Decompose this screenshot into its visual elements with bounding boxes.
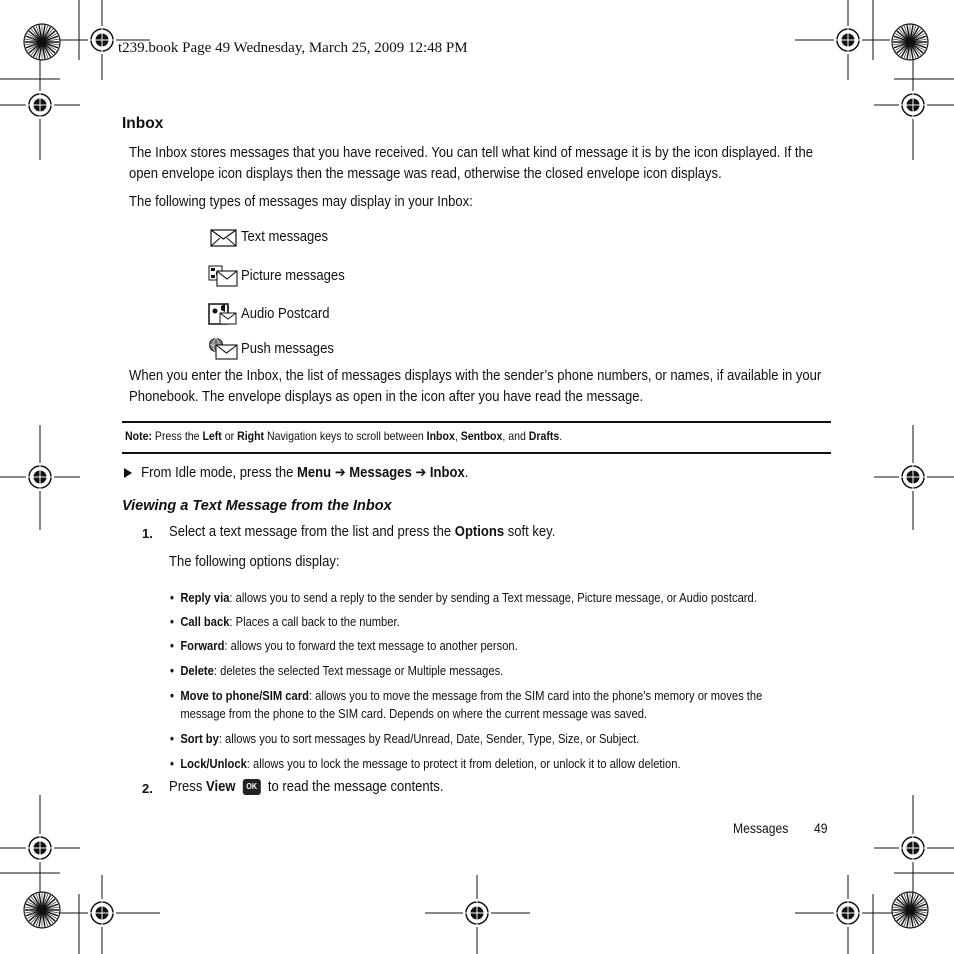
step-1-text [169,524,555,540]
note-key-right: Right [237,429,265,443]
print-header-stamp: t239.book Page 49 Wednesday, March 25, 2009 12:48 PM [118,40,468,56]
inbox-description: The Inbox stores messages that you have received. You can tell what kind of message it is by the icon displayed. If the open envelope icon displays then the message was read, otherwise the closed envelope icon displays. [129,145,814,182]
note-bottom-rule [122,452,831,454]
idle-text: From Idle mode, press the [141,465,298,481]
message-type-label: Audio Postcard [241,306,330,322]
picture-message-icon [208,265,238,287]
bullet-dot: • [170,663,174,678]
note-text: or [221,429,238,443]
note-sentbox: Sentbox [460,429,503,443]
message-type-text [208,225,338,249]
step-text-part: soft key. [504,524,556,540]
option-term: Sort by [180,731,219,746]
option-sort-by [170,730,772,748]
message-type-push [208,337,344,361]
message-type-label: Picture messages [241,268,345,284]
option-desc-continued: message from the phone to the SIM card. Depends on where the current message was saved. [180,706,648,721]
step-text-part: to read the message contents. [267,779,444,795]
option-desc: : allows you to forward the text message to another person. [224,638,518,653]
note-top-rule [122,421,831,423]
step-number: 2. [142,781,153,796]
message-types-intro: The following types of messages may display in your Inbox: [129,194,473,210]
option-desc: : allows you to lock the message to protect it from deletion, or unlock it to allow deletion. [246,756,681,771]
bullet-dot: • [170,731,174,746]
option-term: Reply via [180,590,230,605]
bullet-dot: • [170,688,174,703]
message-type-label: Push messages [241,341,334,357]
note-text: , [454,429,461,443]
step-2-text [169,779,443,795]
option-desc: : deletes the selected Text message or Multiple messages. [213,663,504,678]
option-desc: : allows you to send a reply to the sender by sending a Text message, Picture message, or Audio postcard. [229,590,757,605]
option-lock-unlock [170,755,772,773]
idle-inbox: Inbox [429,465,465,481]
idle-menu: Menu [297,465,332,481]
audio-postcard-icon [208,303,238,325]
arrow-icon: ➔ [411,465,430,481]
message-type-label: Text messages [241,229,329,245]
note-text: Press the [151,429,203,443]
option-term: Delete [180,663,214,678]
note-drafts: Drafts [528,429,560,443]
note-key-left: Left [202,429,222,443]
option-forward [170,637,772,655]
idle-instruction [124,465,468,481]
note-text: Navigation keys to scroll between [264,429,427,443]
bullet-dot: • [170,590,174,605]
step-text-part: Press [169,779,206,795]
envelope-icon [208,226,238,248]
option-term: Lock/Unlock [180,756,247,771]
options-intro: The following options display: [169,554,340,570]
note-inbox: Inbox [426,429,455,443]
note-box [125,429,562,443]
step-text-part: Select a text message from the list and press the [169,524,455,540]
note-text: . [559,429,563,443]
footer-section-name: Messages [733,821,789,836]
note-text: , and [502,429,529,443]
inbox-list-description: When you enter the Inbox, the list of messages displays with the sender’s phone numbers, or names, if available in your Phonebook. The envelope displays as open in the icon after you have read the message. [129,368,822,405]
option-term: Call back [180,614,230,629]
view-key: View [205,779,236,795]
message-type-picture [208,264,356,288]
option-desc: : Places a call back to the number. [229,614,400,629]
idle-messages: Messages [349,465,412,481]
message-type-audio-postcard [208,302,339,326]
ok-key-icon: OK [243,779,261,795]
option-call-back [170,613,772,631]
bullet-dot: • [170,756,174,771]
triangle-bullet-icon [124,468,132,478]
option-reply-via [170,589,772,607]
push-message-icon [208,338,238,360]
options-key: Options [454,524,505,540]
arrow-icon: ➔ [331,465,350,481]
option-term: Move to phone/SIM card [180,688,309,703]
option-desc: : allows you to sort messages by Read/Unread, Date, Sender, Type, Size, or Subject. [218,731,640,746]
idle-text: . [464,465,469,481]
option-term: Forward [180,638,225,653]
bullet-dot: • [170,614,174,629]
option-move-to-phone-sim [170,687,772,723]
step-number: 1. [142,526,153,541]
note-label: Note: [125,429,152,443]
bullet-dot: • [170,638,174,653]
section-heading-inbox: Inbox [122,115,164,132]
option-desc: : allows you to move the message from the SIM card into the phone’s memory or moves the [308,688,763,703]
footer-page-number: 49 [814,821,828,836]
subsection-heading: Viewing a Text Message from the Inbox [122,498,392,514]
option-delete [170,662,772,680]
